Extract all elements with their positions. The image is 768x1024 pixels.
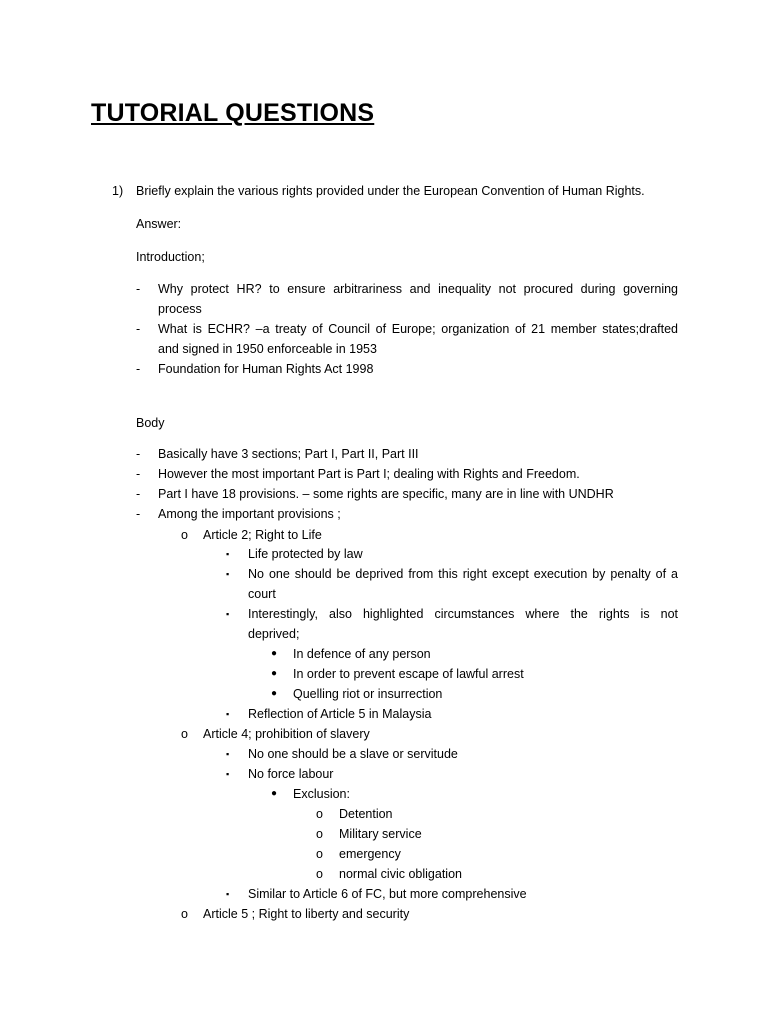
body-item-4: Among the important provisions ;	[158, 507, 341, 521]
article-2-point-3-line-1: Interestingly, also highlighted circumstances where the rights is not	[248, 607, 678, 621]
question-number: 1)	[112, 184, 124, 198]
square-bullet: ▪	[226, 749, 230, 759]
round-bullet: ●	[271, 788, 278, 799]
article-4-point-2: No force labour	[248, 767, 334, 781]
circle-marker: o	[316, 807, 323, 821]
intro-item-1-line-1: Why protect HR? to ensure arbitrariness and inequality not procured during governing	[158, 282, 678, 296]
article-4-point-3: Similar to Article 6 of FC, but more comprehensive	[248, 887, 527, 901]
article-2-title: Article 2; Right to Life	[203, 528, 322, 542]
circle-marker: o	[181, 727, 188, 741]
circle-marker: o	[181, 528, 188, 542]
article-2-point-2-line-1: No one should be deprived from this right except execution by penalty of a	[248, 567, 678, 581]
body-item-1: Basically have 3 sections; Part I, Part II, Part III	[158, 447, 419, 461]
article-2-point-3-line-2: deprived;	[248, 627, 300, 641]
article-2-point-1: Life protected by law	[248, 547, 363, 561]
round-bullet: ●	[271, 688, 278, 699]
exclusion-item-4: normal civic obligation	[339, 867, 462, 881]
dash-marker: -	[136, 282, 141, 296]
circle-marker: o	[316, 827, 323, 841]
square-bullet: ▪	[226, 769, 230, 779]
circle-marker: o	[316, 867, 323, 881]
article-2-point-2-line-2: court	[248, 587, 276, 601]
exclusion-item-3: emergency	[339, 847, 401, 861]
round-bullet: ●	[271, 648, 278, 659]
dash-marker: -	[136, 322, 141, 336]
question-text: Briefly explain the various rights provided under the European Convention of Human Rights.	[136, 184, 645, 198]
square-bullet: ▪	[226, 709, 230, 719]
article-2-subpoint-2: In order to prevent escape of lawful arrest	[293, 667, 524, 681]
intro-item-3: Foundation for Human Rights Act 1998	[158, 362, 374, 376]
exclusion-item-1: Detention	[339, 807, 393, 821]
page-title: TUTORIAL QUESTIONS	[91, 99, 375, 127]
dash-marker: -	[136, 447, 141, 461]
body-heading: Body	[136, 416, 165, 430]
article-2-subpoint-1: In defence of any person	[293, 647, 431, 661]
dash-marker: -	[136, 507, 141, 521]
intro-item-1-line-2: process	[158, 302, 202, 316]
dash-marker: -	[136, 487, 141, 501]
article-5-title: Article 5 ; Right to liberty and security	[203, 907, 410, 921]
dash-marker: -	[136, 362, 141, 376]
article-2-point-4: Reflection of Article 5 in Malaysia	[248, 707, 432, 721]
dash-marker: -	[136, 467, 141, 481]
body-item-3: Part I have 18 provisions. – some rights are specific, many are in line with UNDHR	[158, 487, 614, 501]
intro-item-2-line-1: What is ECHR? –a treaty of Council of Europe; organization of 21 member states;drafted	[158, 322, 678, 336]
square-bullet: ▪	[226, 549, 230, 559]
circle-marker: o	[316, 847, 323, 861]
article-2-subpoint-3: Quelling riot or insurrection	[293, 687, 443, 701]
body-item-2: However the most important Part is Part I; dealing with Rights and Freedom.	[158, 467, 580, 481]
article-4-point-1: No one should be a slave or servitude	[248, 747, 458, 761]
square-bullet: ▪	[226, 889, 230, 899]
square-bullet: ▪	[226, 569, 230, 579]
exclusion-item-2: Military service	[339, 827, 422, 841]
introduction-heading: Introduction;	[136, 250, 205, 264]
square-bullet: ▪	[226, 609, 230, 619]
article-4-exclusion-label: Exclusion:	[293, 787, 350, 801]
answer-label: Answer:	[136, 217, 182, 231]
article-4-title: Article 4; prohibition of slavery	[203, 727, 370, 741]
intro-item-2-line-2: and signed in 1950 enforceable in 1953	[158, 342, 377, 356]
round-bullet: ●	[271, 668, 278, 679]
circle-marker: o	[181, 907, 188, 921]
